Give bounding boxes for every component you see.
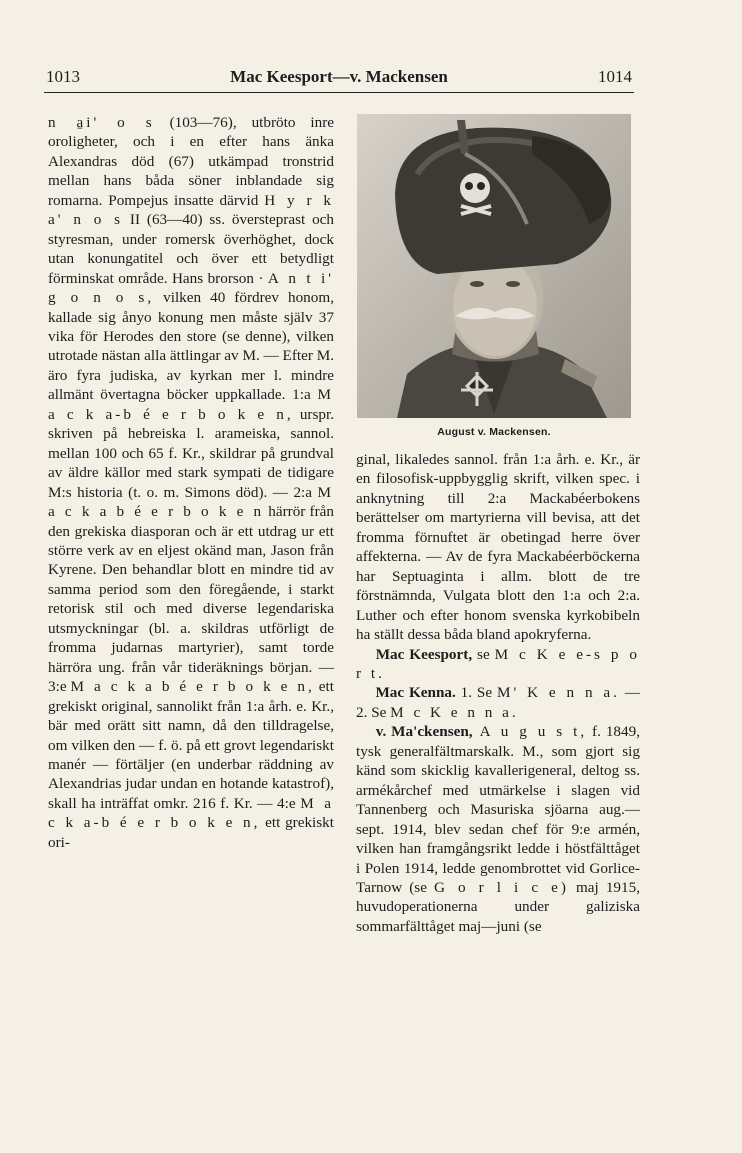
article-text-maccabees: n a̱i' o s (103—76), utbröto inre oroligheter, och i en efter hans änka Alexandras död (67) utkämpad tronstrid mellan hans båda söner inblandade sig romarna. Pompejus insatte därvid H y r k a' n o s II (63—40) ss. översteprast och styresman, under romersk överhöghet, dock utan konungatitel och över ett betydligt förminskat område. Hans brorson · A n t i' g o n o s, vilken 40 fördrev honom, kallade sig ånyo konung men måste själv 37 vika för Herodes den store (se denne), vilken utrotade nästan alla ättlingar av M. — Efter M. äro fyra judiska, av kyrkan mer l. mindre allmänt övertagna böcker uppkallade. 1:a M a c k a-b é e r b o k e n, urspr. skriven på hebreiska l. arameiska, sannol. mellan 100 och 65 f. Kr., skildrar på grundval av äldre källor med stark sympati de tidigare M:s historia (t. o. m. Simons död). — 2:a M a c k a b é e r b o k e n härrör från den grekiska diasporan och är ett utdrag ur ett större verk av en eljest okänd man, Jason från Kyrene. Den behandlar blott en mindre tid av samma period som den föregående, i starkt retorisk stil och med diverse legendariska utsmyckningar (bl. a. skildras utförligt de fromma judarnas martyrier), samt torde härröra ung. från vår tideräknings början. — 3:e M a c k a b é e r b o k e n, ett grekiskt original, sannolikt från 1:a årh. e. Kr., bär med orätt sitt namn, då den tilldragelse, om vilken den — f. ö. på ett grovt legendariskt manér — förtäljer (en underbar räddning av Alexandrias judar undan en hotande katastrof), skall ha inträffat omkr. 216 f. Kr. — 4:e M a c k a-b é e r b o k e n, ett grekiskt ori- [48,114,334,851]
entry-mac-keesport: Mac Keesport, se M c K e e-s p o r t. [356,645,640,682]
left-column [48,113,334,1113]
page-number-left: 1013 [46,67,80,86]
figure-caption: August v. Mackensen. [437,426,551,438]
entry-mackensen: v. Ma'ckensen, A u g u s t, f. 1849, tysk generalfältmarskalk. M., som gjort sig känd som skicklig kavallerigeneral, deltog ss. armékårchef med utmärkelse i slagen vid Tannenberg och Masuriska sjöarna aug.—sept. 1914, blev sedan chef för 9:e armén, vilken han framgångsrikt ledde i höstfälttåget i Polen 1914, ledde genombrottet vid Gorlice-Tarnow (se G o r l i c e) maj 1915, huvudoperationerna under galiziska sommarfälttåget maj—juni (se [356,723,640,935]
page-number-right: 1014 [598,67,632,86]
portrait-illustration [357,114,631,418]
right-column [356,450,640,1110]
header-title: Mac Keesport—v. Mackensen [230,67,448,86]
entry-mac-kenna: Mac Kenna. 1. Se M' K e n n a. — 2. Se M c K e n n a. [356,684,640,721]
portrait-photo [357,114,631,418]
running-header [44,64,634,93]
article-text-continued: ginal, likaledes sannol. från 1:a årh. e. Kr., är en filosofisk-uppbygglig skrift, vilken spec. i anknytning till 2:a Mackabéerbokens berättelser om martyrierna vill bevisa, att det fromma förnuftet är obetingad herre över affekterna. — Av de fyra Mackabéerböckerna har Septuaginta i allm. blott de tre förstnämnda, Vulgata blott den 1:a och 2:a. Luther och efter honom svenska kyrkobibeln ha ställt dessa båda bland apokryferna. [356,451,640,644]
